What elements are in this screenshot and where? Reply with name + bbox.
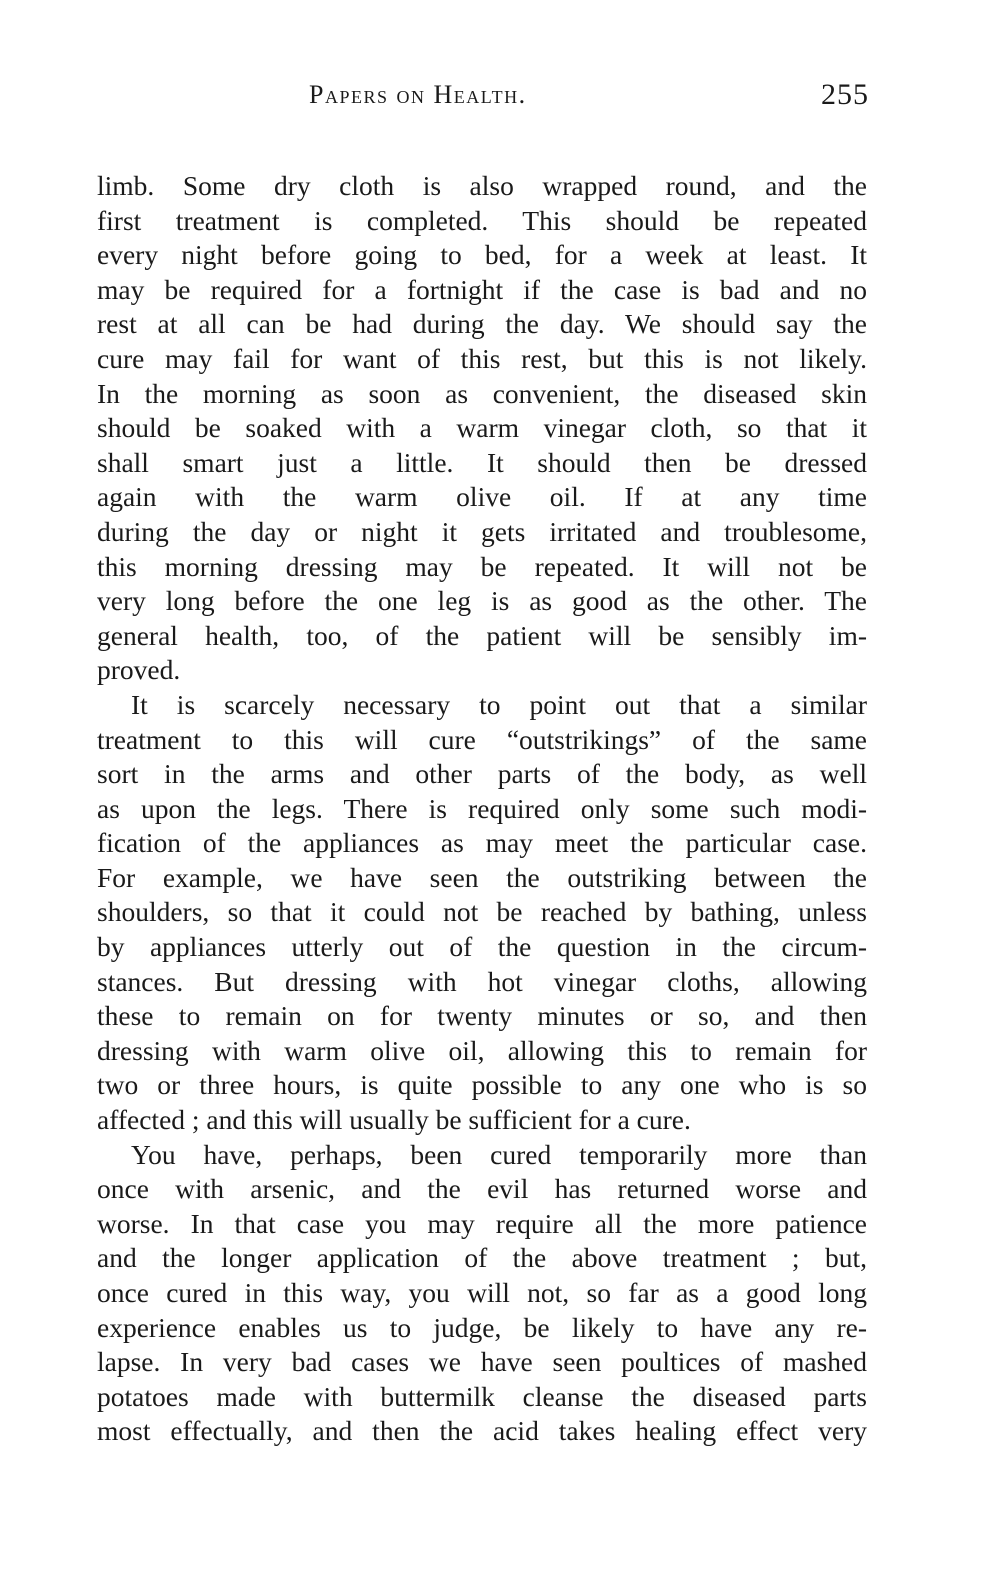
text-line: For example, we have seen the outstriking between the [97,861,867,893]
running-title: Papers on Health. [309,80,527,109]
text-line: once with arsenic, and the evil has returned worse and [97,1173,867,1205]
page-number: 255 [821,78,869,111]
text-line: this morning dressing may be repeated. It will not be [97,550,867,582]
text-line: general health, too, of the patient will be sensibly im- [97,619,867,651]
text-line: every night before going to bed, for a week at least. It [97,239,867,271]
running-head [97,80,869,120]
text-line: dressing with warm olive oil, allowing this to remain for [97,1034,867,1066]
text-line: during the day or night it gets irritated and troublesome, [97,515,867,547]
text-line: very long before the one leg is as good as the other. The [97,585,867,617]
text-line: fication of the appliances as may meet the particular case. [97,827,867,859]
text-line: again with the warm olive oil. If at any time [97,481,867,513]
text-line: as upon the legs. There is required only some such modi- [97,792,867,824]
text-line: affected ; and this will usually be sufficient for a cure. [97,1104,691,1136]
text-line: treatment to this will cure “outstrikings” of the same [97,723,867,755]
text-line: limb. Some dry cloth is also wrapped round, and the [97,170,867,201]
text-line: first treatment is completed. This should be repeated [97,204,867,236]
text-line: lapse. In very bad cases we have seen poultices of mashed [97,1346,867,1378]
text-line: rest at all can be had during the day. We should say the [97,308,867,340]
text-line: shall smart just a little. It should then be dressed [97,446,867,478]
text-line: once cured in this way, you will not, so far as a good long [97,1277,867,1308]
text-line: cure may fail for want of this rest, but this is not likely. [97,342,867,374]
text-line: two or three hours, is quite possible to any one who is so [97,1069,867,1101]
text-line: may be required for a fortnight if the case is bad and no [97,273,867,305]
text-line: In the morning as soon as convenient, the diseased skin [97,377,867,409]
text-line: It is scarcely necessary to point out that a similar [131,688,867,720]
text-line: most effectually, and then the acid takes healing effect very [97,1415,867,1447]
body-text [97,169,867,1449]
text-line: sort in the arms and other parts of the body, as well [97,758,867,790]
text-line: shoulders, so that it could not be reached by bathing, unless [97,896,867,928]
text-line: worse. In that case you may require all the more patience [97,1207,867,1239]
text-line: these to remain on for twenty minutes or so, and then [97,1000,867,1032]
text-line: by appliances utterly out of the question in the circum- [97,931,867,963]
text-line: and the longer application of the above treatment ; but, [97,1242,867,1274]
text-line: proved. [97,654,181,686]
text-line: You have, perhaps, been cured temporarily more than [131,1138,867,1170]
text-line: should be soaked with a warm vinegar cloth, so that it [97,412,867,444]
text-line: experience enables us to judge, be likely to have any re- [97,1311,867,1343]
text-line: potatoes made with buttermilk cleanse the diseased parts [97,1380,867,1412]
text-line: stances. But dressing with hot vinegar cloths, allowing [97,965,867,997]
